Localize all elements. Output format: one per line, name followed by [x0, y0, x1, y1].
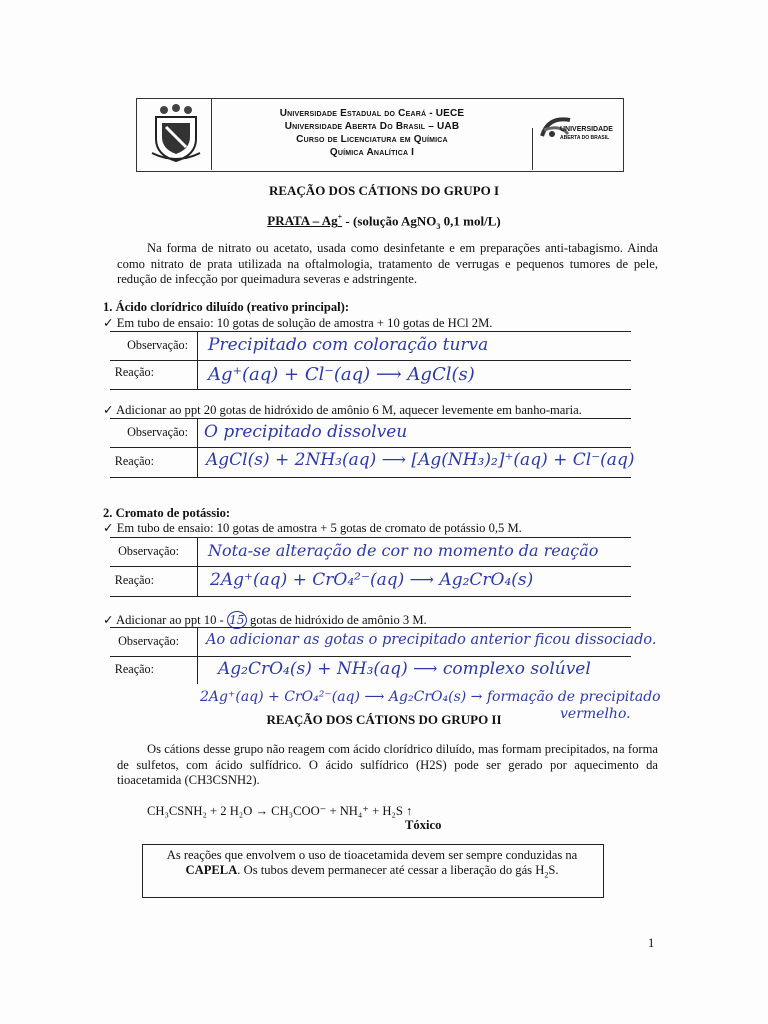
header-line-1: Universidade Estadual do Ceará - UECE: [279, 108, 465, 119]
step-text: ✓ Adicionar ao ppt 10 -: [103, 613, 224, 627]
table-divider: [197, 627, 198, 684]
reaction-answer: Ag⁺(aq) + Cl⁻(aq) ⟶ AgCl(s): [208, 364, 475, 385]
handwritten-note: vermelho.: [560, 706, 631, 722]
section-1-step-2: ✓ Adicionar ao ppt 20 gotas de hidróxido de amônio 6 M, aquecer levemente em banho-maria.: [103, 403, 582, 417]
uab-logo-text-line: ABERTA DO BRASIL: [560, 135, 610, 141]
table-line: [110, 596, 631, 597]
observation-label: Observação:: [118, 544, 179, 558]
circled-number-value: 15: [229, 613, 245, 627]
observation-label: Observação:: [127, 338, 188, 352]
reaction-answer: AgCl(s) + 2NH₃(aq) ⟶ [Ag(NH₃)₂]⁺(aq) + Cl⁻(aq): [206, 450, 635, 470]
table-line: [110, 627, 631, 628]
intro-paragraph: Na forma de nitrato ou acetato, usada como desinfetante e em preparações anti-tabagismo. Ainda como nitrato de prata utilizada na oftalmologia, tratamento de verrugas e pequenos tumores de pele, redução de infecção por queimadura severas e adstringente.: [117, 241, 658, 286]
warning-text: As reações que envolvem o uso de tioacetamida devem ser sempre conduzidas na CAPELA. Os tubos devem permanecer até cessar a liberação do gás $H_2S$.: [166, 848, 578, 880]
uab-logo-text: [560, 126, 613, 142]
table-divider: [197, 537, 198, 596]
table-line: [110, 360, 631, 361]
uab-logo-text-line: UNIVERSIDADE: [560, 126, 613, 133]
header-line-2: Universidade Aberta Do Brasil – UAB: [284, 121, 460, 132]
table-line: [110, 418, 631, 419]
header-line-3: Curso de Licenciatura em Química: [296, 134, 448, 145]
table-line: [110, 447, 631, 448]
table-divider: [197, 331, 198, 389]
reaction-answer: Ag₂CrO₄(s) + NH₃(aq) ⟶ complexo solúvel: [218, 659, 591, 679]
reaction-label: Reação:: [114, 662, 154, 676]
section-2-step-1: ✓ Em tubo de ensaio: 10 gotas de amostra + 5 gotas de cromato de potássio 0,5 M.: [103, 521, 522, 535]
observation-label: Observação:: [127, 425, 188, 439]
group-2-paragraph: Os cátions desse grupo não reagem com ácido clorídrico diluído, mas formam precipitados, na forma de sulfetos, com ácido sulfídrico. O ácido sulfídrico (H2S) pode ser gerado por aquecimento da tioacetamida (CH3CSNH2).: [117, 742, 658, 787]
observation-label: Observação:: [118, 634, 179, 648]
table-line: [110, 331, 631, 332]
handwritten-note: 2Ag⁺(aq) + CrO₄²⁻(aq) ⟶ Ag₂CrO₄(s) → formação de precipitado: [200, 689, 661, 705]
table-line: [110, 566, 631, 567]
section-1-heading: 1. Ácido clorídrico diluído (reativo principal):: [103, 300, 350, 314]
uece-seal-logo: [150, 103, 202, 163]
toxic-label: Tóxico: [405, 818, 442, 832]
reaction-label: Reação:: [114, 573, 154, 587]
table-line: [110, 389, 631, 390]
section-title: REAÇÃO DOS CÁTIONS DO GRUPO I: [268, 183, 500, 198]
observation-answer: Ao adicionar as gotas o precipitado anterior ficou dissociado.: [206, 632, 657, 648]
reaction-label: Reação:: [114, 365, 154, 379]
header-line-4: Química Analítica I: [329, 147, 415, 158]
reaction-answer: 2Ag⁺(aq) + CrO₄²⁻(aq) ⟶ Ag₂CrO₄(s): [210, 570, 534, 590]
section-title: REAÇÃO DOS CÁTIONS DO GRUPO II: [266, 712, 502, 727]
observation-answer: Nota-se alteração de cor no momento da reação: [208, 541, 599, 560]
table-divider: [197, 418, 198, 477]
observation-answer: Precipitado com coloração turva: [208, 335, 489, 355]
section-2-heading: 2. Cromato de potássio:: [103, 506, 231, 520]
equation: CH₃CSNH₂ + 2 H₂O → CH₃COO⁻ + NH₄⁺ + H₂S ↑: [147, 804, 413, 818]
observation-answer: O precipitado dissolveu: [204, 422, 408, 442]
reaction-label: Reação:: [114, 454, 154, 468]
table-line: [110, 656, 631, 657]
subtitle: PRATA – Ag+ - (solução AgNO$_3$ 0,1 mol/L): [267, 213, 501, 231]
table-line: [110, 477, 631, 478]
table-line: [110, 537, 631, 538]
step-text: gotas de hidróxido de amônio 3 M.: [250, 613, 427, 627]
page-number: 1: [648, 936, 655, 950]
header-divider: [532, 128, 533, 170]
section-1-step-1: ✓ Em tubo de ensaio: 10 gotas de solução de amostra + 10 gotas de HCl 2M.: [103, 316, 493, 330]
